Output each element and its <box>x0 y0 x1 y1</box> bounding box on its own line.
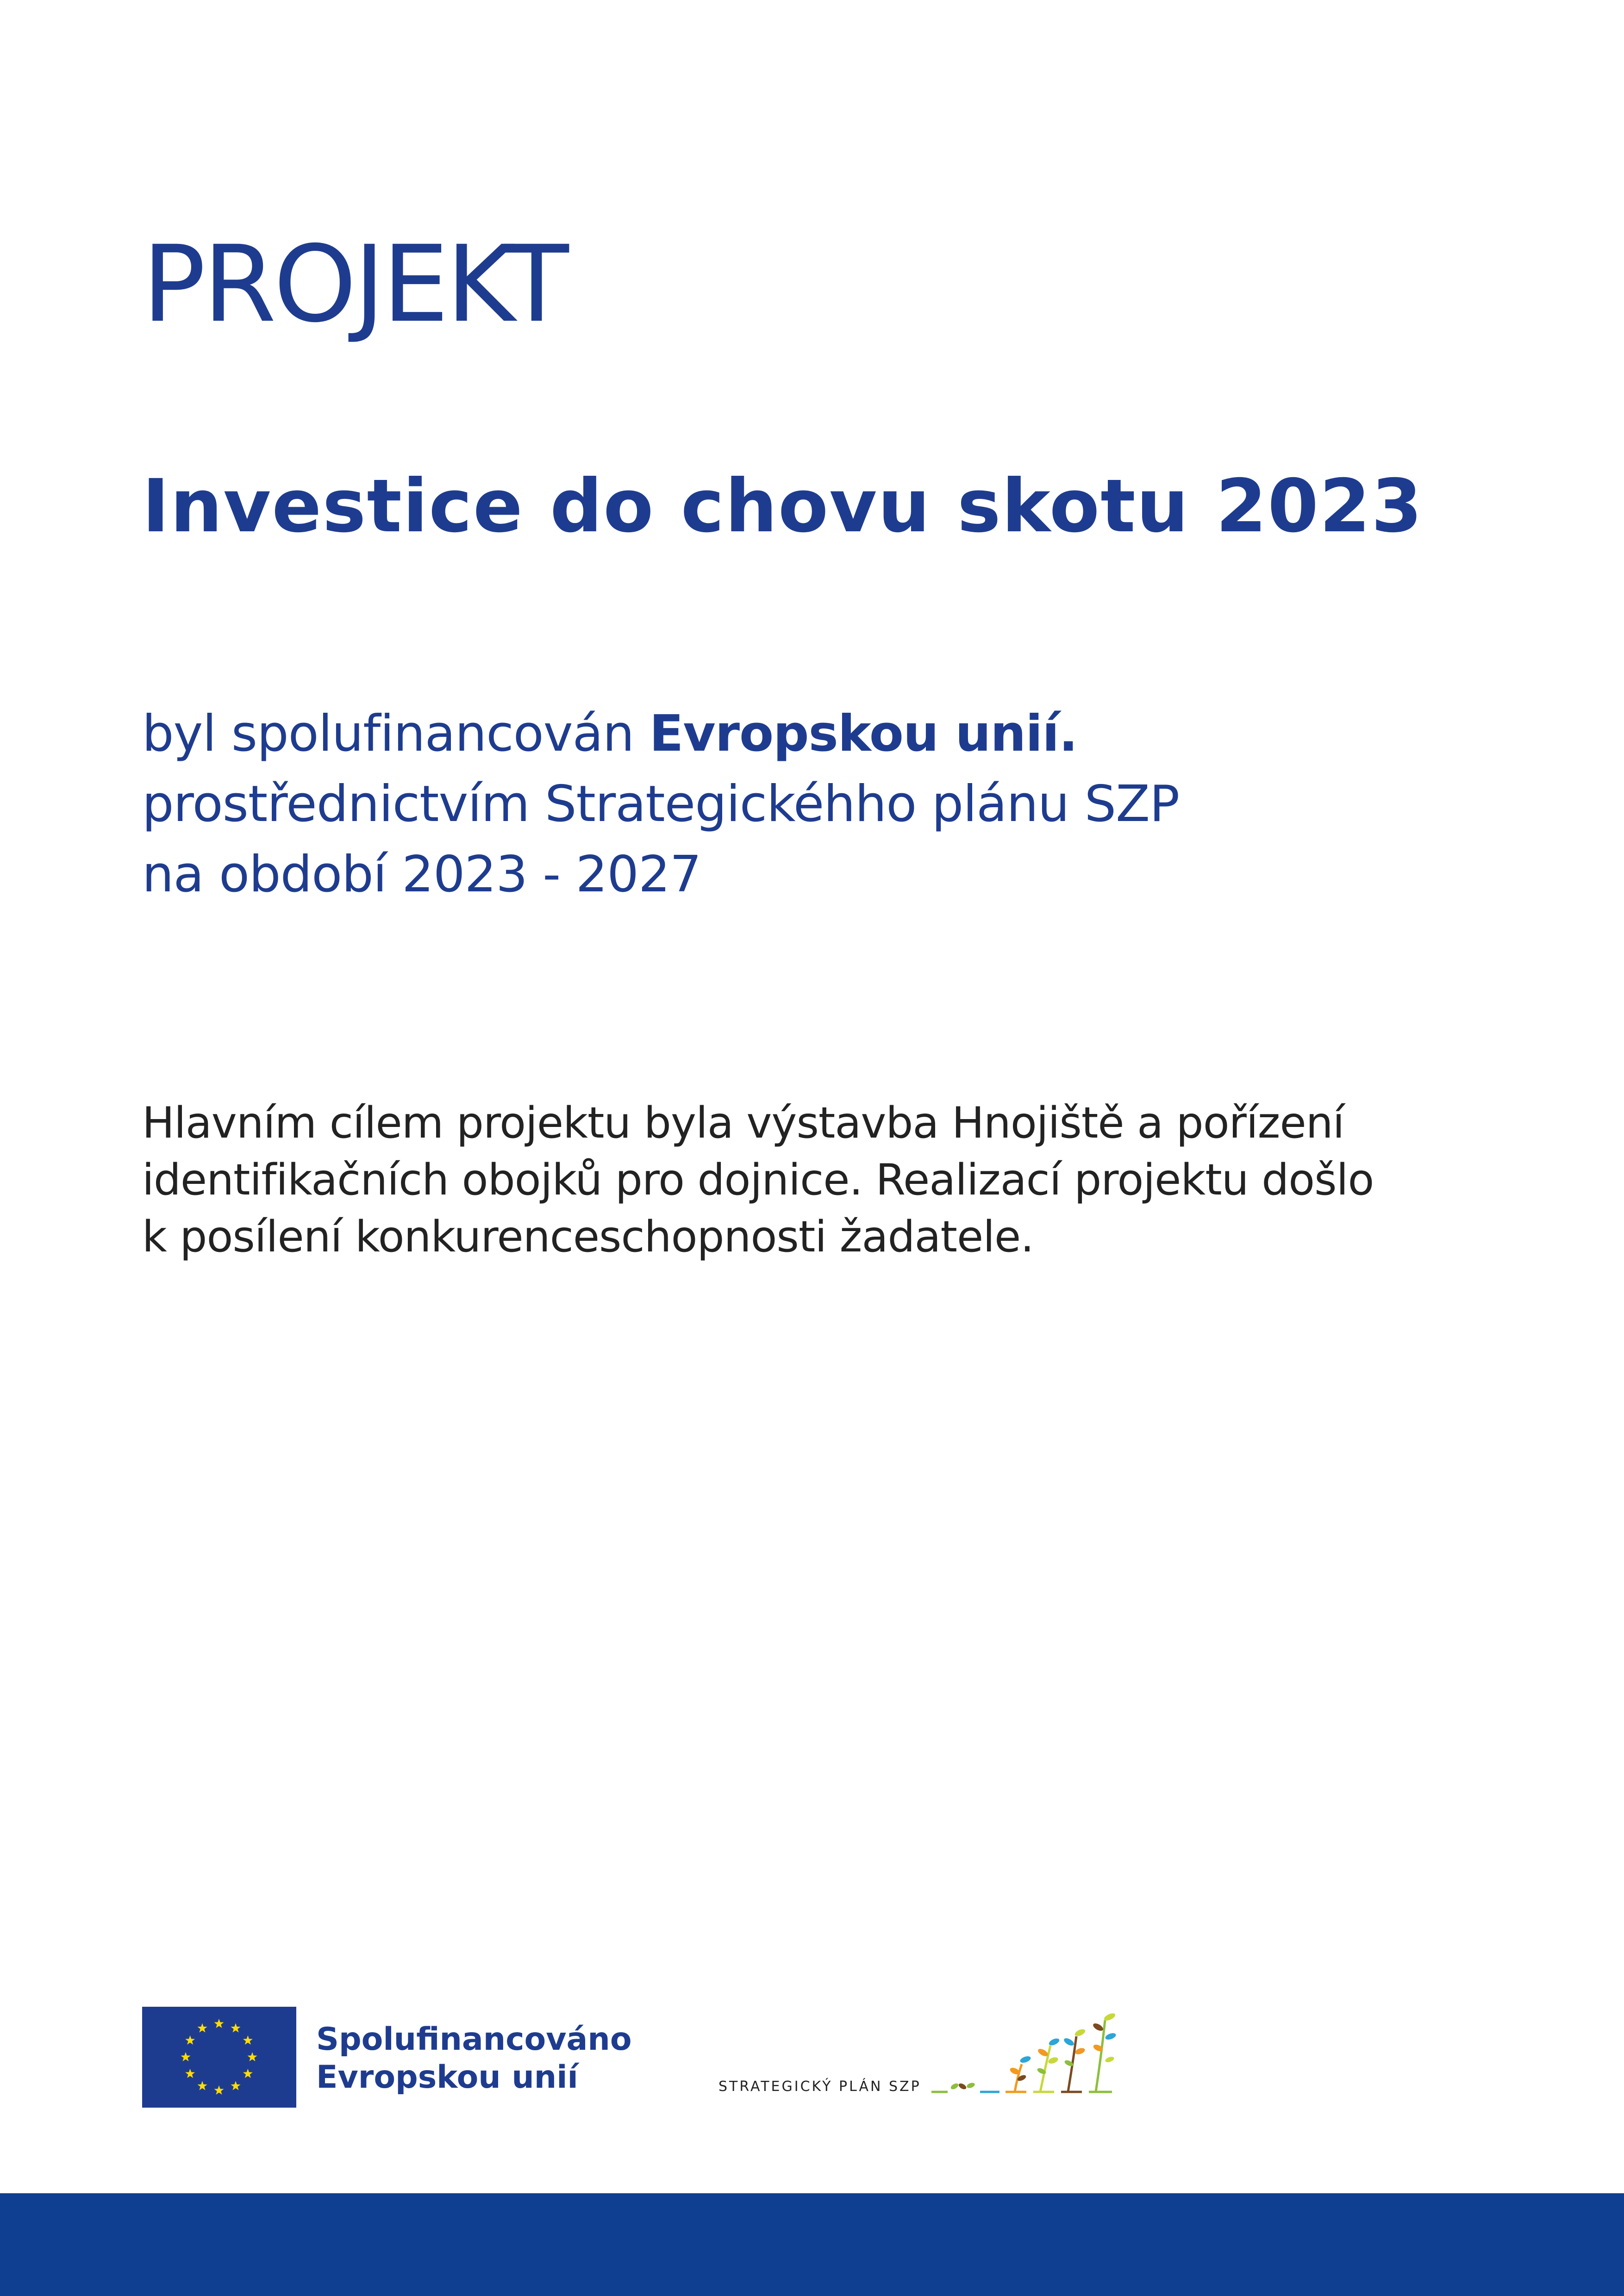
eu-cofunded-label <box>316 2021 632 2097</box>
eu-flag-icon <box>142 2007 296 2108</box>
description-line-3: k posílení konkurenceschopnosti žadatele. <box>142 1212 1034 1262</box>
funding-line-1 <box>142 699 1179 769</box>
eu-star-icon <box>243 2035 253 2045</box>
eu-star-icon <box>231 2081 241 2090</box>
plant-sprouts-icon <box>929 2009 1149 2101</box>
eu-star-icon <box>214 2019 224 2028</box>
label-heading: PROJEKT <box>142 223 566 346</box>
description-line-2: identifikačních obojků pro dojnice. Realizací projektu došlo <box>142 1155 1374 1205</box>
eu-star-icon <box>181 2052 191 2061</box>
eu-star-icon <box>231 2023 241 2033</box>
szp-logo-label: STRATEGICKÝ PLÁN SZP <box>718 2078 921 2095</box>
eu-cofunded-line-2: Evropskou unií <box>316 2059 578 2096</box>
szp-logo <box>718 2009 1149 2101</box>
funding-prefix: byl spolufinancován <box>142 705 650 763</box>
eu-star-icon <box>248 2052 257 2061</box>
eu-cofunded-line-1: Spolufinancováno <box>316 2021 632 2058</box>
eu-star-icon <box>198 2023 207 2033</box>
eu-star-icon <box>243 2069 253 2078</box>
project-title: Investice do chovu skotu 2023 <box>142 464 1423 549</box>
eu-star-icon <box>185 2035 195 2045</box>
funding-statement <box>142 699 1179 910</box>
funding-line-2: prostřednictvím Strategickéhho plánu SZP <box>142 775 1180 833</box>
project-description <box>142 1095 1374 1265</box>
eu-star-icon <box>185 2069 195 2078</box>
footer-bar <box>0 2193 1624 2296</box>
funding-line-3: na období 2023 - 2027 <box>142 846 701 903</box>
description-line-1: Hlavním cílem projektu byla výstavba Hnojiště a pořízení <box>142 1098 1344 1148</box>
funding-eu-bold: Evropskou unií. <box>649 705 1078 763</box>
eu-star-icon <box>198 2081 207 2090</box>
eu-stars-icon <box>142 2007 296 2108</box>
eu-star-icon <box>214 2085 224 2095</box>
